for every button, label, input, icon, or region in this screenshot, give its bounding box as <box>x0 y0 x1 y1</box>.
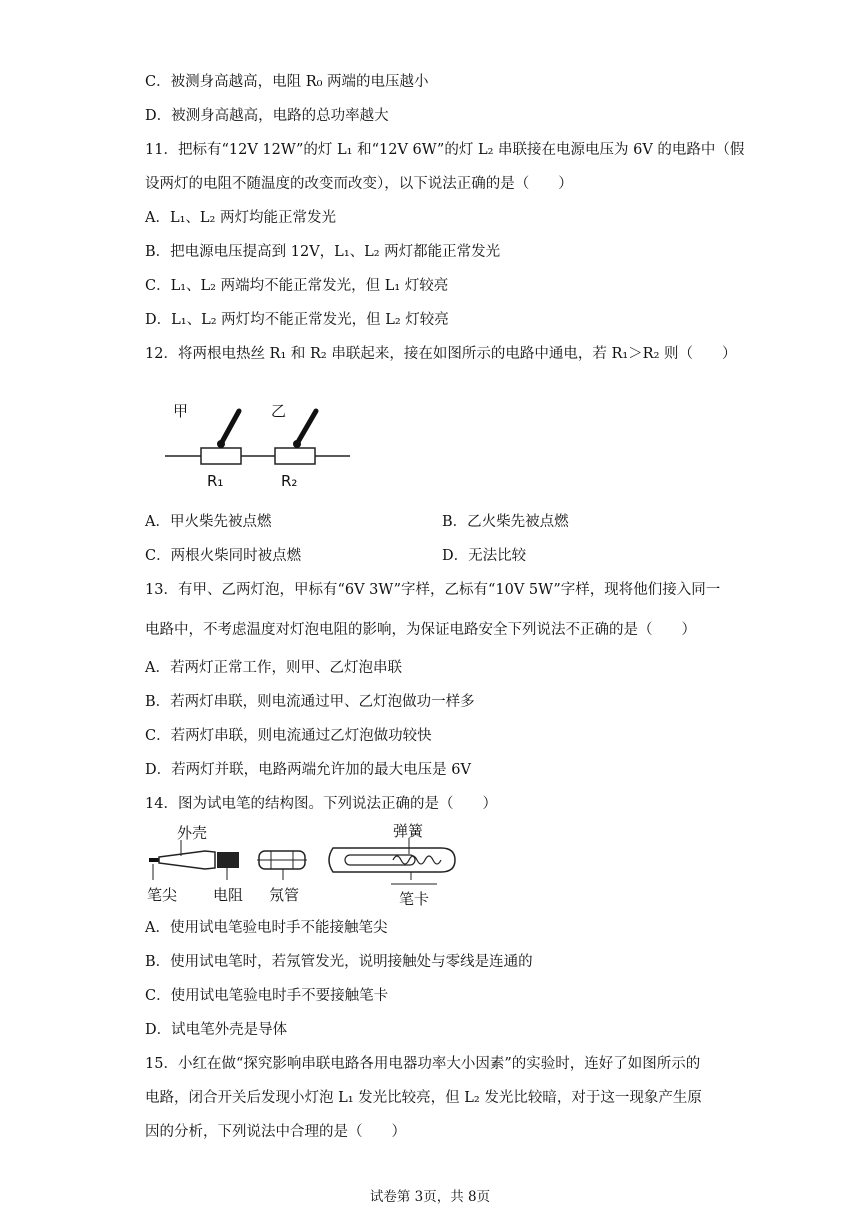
q12-label-yi: 乙 <box>271 402 287 420</box>
q14-option-b: B．使用试电笔时，若氖管发光，说明接触处与零线是连通的 <box>145 954 533 970</box>
q11-option-a: A．L₁、L₂ 两灯均能正常发光 <box>145 210 336 226</box>
q15-stem-line3: 因的分析，下列说法中合理的是（ ） <box>145 1124 406 1140</box>
q13-option-c: C．若两灯串联，则电流通过乙灯泡做功较快 <box>145 728 432 744</box>
q12-match-jia <box>222 411 239 442</box>
q12-figure <box>165 392 355 492</box>
q15-stem-line2: 电路，闭合开关后发现小灯泡 L₁ 发光比较亮，但 L₂ 发光比较暗，对于这一现象产生原 <box>145 1090 702 1106</box>
q14-option-c: C．使用试电笔验电时手不要接触笔卡 <box>145 988 389 1004</box>
q14-label-neon: 氖管 <box>269 886 300 904</box>
q12-resistor-r2 <box>275 448 315 464</box>
q11-option-d: D．L₁、L₂ 两灯均不能正常发光，但 L₂ 灯较亮 <box>145 312 449 328</box>
q12-option-a: A．甲火柴先被点燃 <box>145 514 272 530</box>
q11-stem-line2: 设两灯的电阻不随温度的改变而改变），以下说法正确的是（ ） <box>145 176 573 192</box>
page-footer: 试卷第 3页，共 8页 <box>369 1189 491 1205</box>
q12-match-head-yi <box>293 440 301 448</box>
q12-option-c: C．两根火柴同时被点燃 <box>145 548 302 564</box>
q11-option-b: B．把电源电压提高到 12V，L₁、L₂ 两灯都能正常发光 <box>145 244 501 260</box>
q10-option-d: D．被测身高越高，电路的总功率越大 <box>145 108 389 124</box>
q14-label-tip: 笔尖 <box>147 886 178 904</box>
q12-stem: 12．将两根电热丝 R₁ 和 R₂ 串联起来，接在如图所示的电路中通电，若 R₁＞R₂ 则（ ） <box>145 346 737 362</box>
q12-resistor-r1 <box>201 448 241 464</box>
q14-stem: 14．图为试电笔的结构图。下列说法正确的是（ ） <box>145 796 497 812</box>
q12-match-head-jia <box>217 440 225 448</box>
q13-stem-line2: 电路中，不考虑温度对灯泡电阻的影响，为保证电路安全下列说法不正确的是（ ） <box>145 622 696 638</box>
q14-label-clip: 笔卡 <box>399 890 430 908</box>
q12-option-b: B．乙火柴先被点燃 <box>442 514 569 530</box>
q11-option-c: C．L₁、L₂ 两端均不能正常发光，但 L₁ 灯较亮 <box>145 278 449 294</box>
q12-label-r1: R₁ <box>207 472 224 490</box>
q14-option-d: D．试电笔外壳是导体 <box>145 1022 288 1038</box>
q12-match-yi <box>298 411 316 442</box>
q14-label-spring: 弹簧 <box>393 822 424 840</box>
q13-stem-line1: 13．有甲、乙两灯泡，甲标有“6V 3W”字样，乙标有“10V 5W”字样，现将他们接入同一 <box>145 582 721 598</box>
q14-pen-shell <box>159 851 215 869</box>
q14-option-a: A．使用试电笔验电时手不能接触笔尖 <box>145 920 388 936</box>
q12-label-jia: 甲 <box>173 402 189 420</box>
q11-stem-line1: 11．把标有“12V 12W”的灯 L₁ 和“12V 6W”的灯 L₂ 串联接在电源电压为 6V 的电路中（假 <box>145 142 745 158</box>
q14-figure <box>145 822 475 910</box>
q13-option-d: D．若两灯并联，电路两端允许加的最大电压是 6V <box>145 762 471 778</box>
q14-label-shell: 外壳 <box>177 824 208 842</box>
q12-label-r2: R₂ <box>281 472 298 490</box>
q12-option-d: D．无法比较 <box>442 548 527 564</box>
q13-option-b: B．若两灯串联，则电流通过甲、乙灯泡做功一样多 <box>145 694 475 710</box>
q15-stem-line1: 15．小红在做“探究影响串联电路各用电器功率大小因素”的实验时，连好了如图所示的 <box>145 1056 701 1072</box>
q14-label-resistor: 电阻 <box>213 886 244 904</box>
q13-option-a: A．若两灯正常工作，则甲、乙灯泡串联 <box>145 660 402 676</box>
q14-resistor <box>217 852 239 868</box>
q10-option-c: C．被测身高越高，电阻 R₀ 两端的电压越小 <box>145 74 429 90</box>
